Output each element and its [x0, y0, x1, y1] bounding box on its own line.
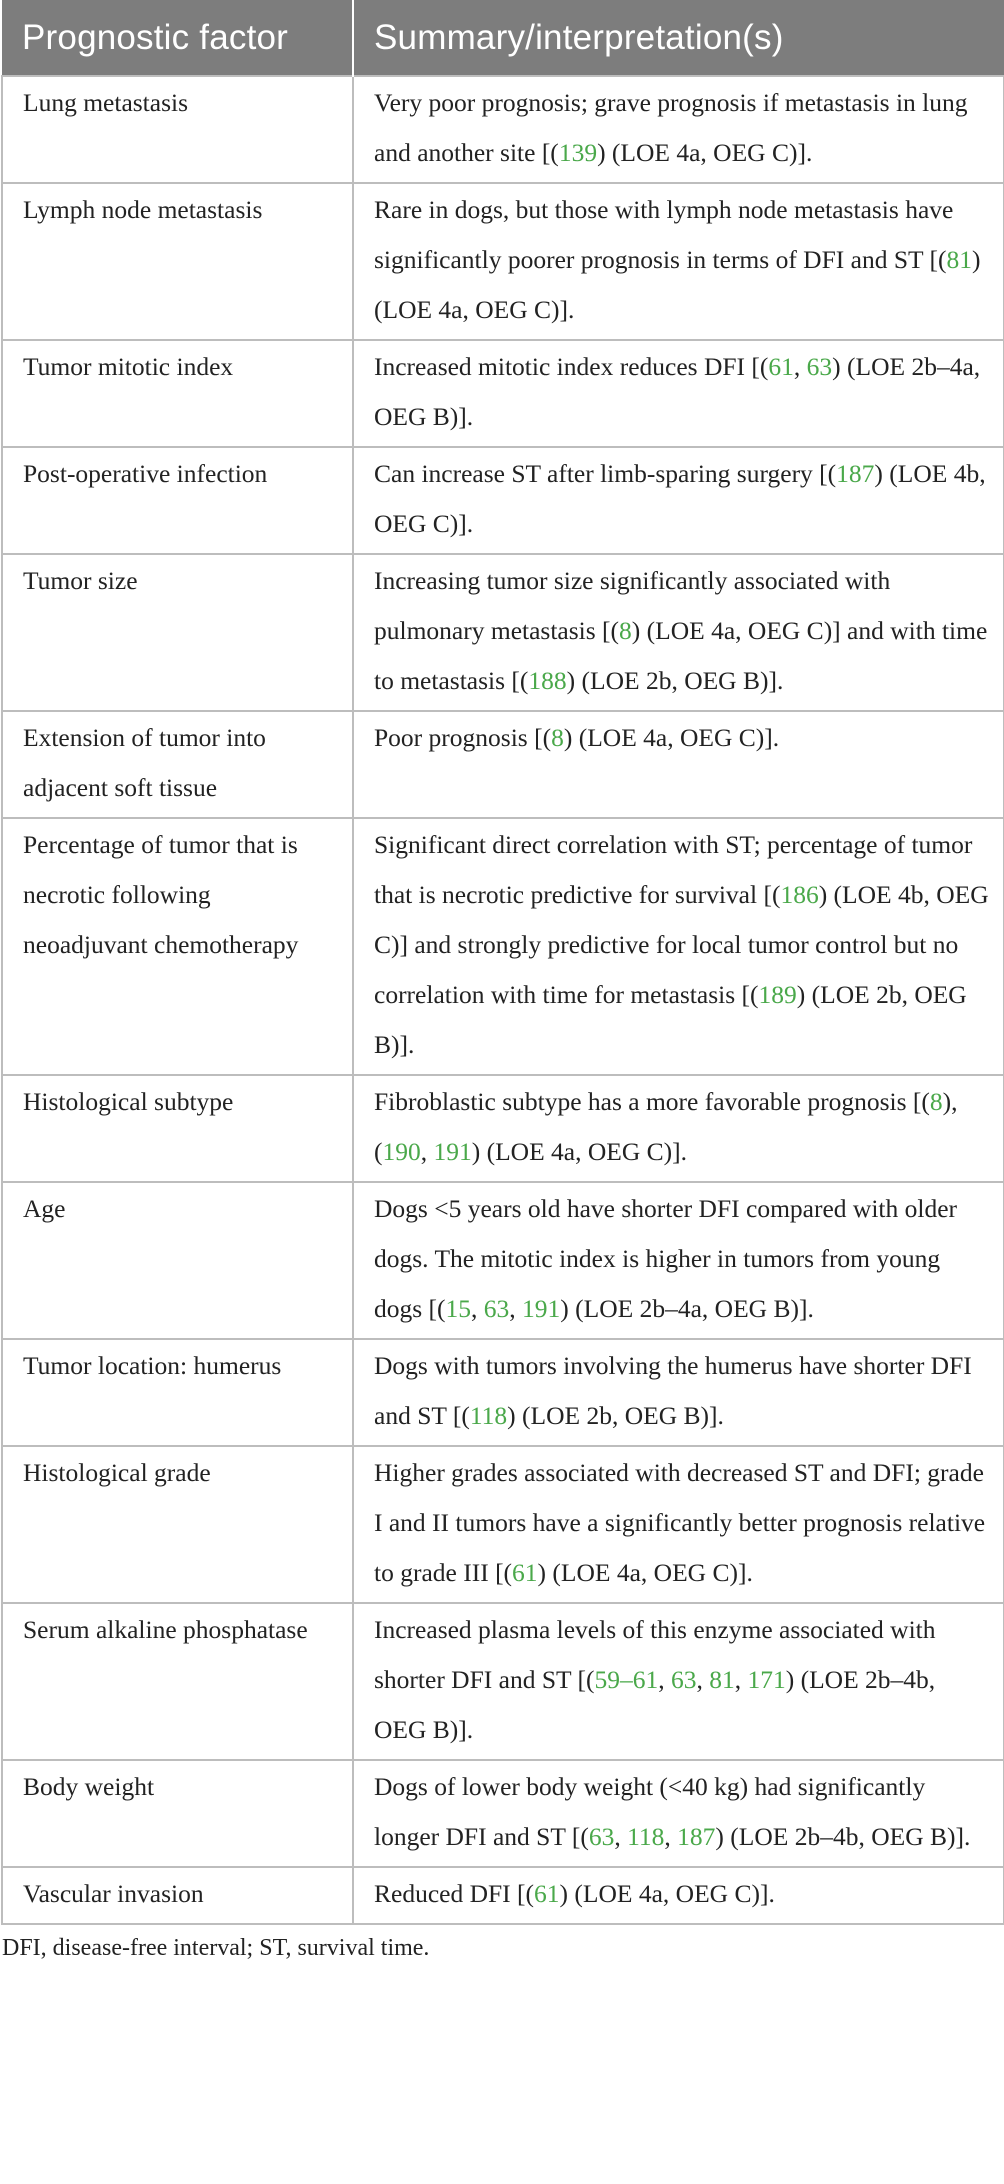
- summary-text: ) (LOE 4a, OEG C)] and with time to metastasis [(: [374, 616, 988, 695]
- summary-text: ,: [658, 1665, 671, 1694]
- summary-text: ,: [664, 1822, 678, 1851]
- summary-text: ) (LOE 2b, OEG B)].: [566, 666, 784, 695]
- summary-cell: [353, 1760, 1004, 1867]
- summary-text: ) (LOE 2b, OEG B)].: [507, 1401, 724, 1430]
- summary-text: ) (LOE 2b–4b, OEG B)].: [715, 1822, 971, 1851]
- prognostic-factor-cell: Post-operative infection: [2, 447, 353, 554]
- reference-link[interactable]: 139: [558, 138, 598, 167]
- summary-text: Poor prognosis [(: [374, 723, 552, 752]
- table-row: [2, 1339, 1004, 1446]
- summary-cell: [353, 554, 1004, 711]
- header-prognostic-factor: Prognostic factor: [2, 0, 353, 76]
- prognostic-factor-cell: Tumor location: humerus: [2, 1339, 353, 1446]
- summary-text: ) (LOE 4a, OEG C)].: [471, 1137, 688, 1166]
- summary-cell: [353, 1075, 1004, 1182]
- summary-text: Reduced DFI [(: [374, 1879, 535, 1908]
- summary-text: ) (LOE 2b–4a, OEG B)].: [560, 1294, 814, 1323]
- summary-text: Increasing tumor size significantly associated with pulmonary metastasis [(: [374, 566, 891, 645]
- summary-text: ), (: [374, 1087, 958, 1166]
- reference-link[interactable]: 171: [747, 1665, 786, 1694]
- table-body: [2, 76, 1004, 1924]
- reference-link[interactable]: 61: [512, 1558, 538, 1587]
- summary-text: ) (LOE 4a, OEG C)].: [559, 1879, 775, 1908]
- reference-link[interactable]: 61: [534, 1879, 560, 1908]
- reference-link[interactable]: 191: [433, 1137, 472, 1166]
- reference-link[interactable]: 8: [551, 723, 564, 752]
- summary-cell: [353, 447, 1004, 554]
- table-row: [2, 340, 1004, 447]
- table-row: [2, 554, 1004, 711]
- summary-text: Higher grades associated with decreased ST and DFI; grade I and II tumors have a significantly better prognosis relative to grade III [(: [374, 1458, 986, 1587]
- reference-link[interactable]: 63: [483, 1294, 510, 1323]
- summary-text: ) (LOE 2b–4a, OEG B)].: [374, 352, 981, 431]
- table-row: [2, 1867, 1004, 1924]
- table-row: [2, 1760, 1004, 1867]
- reference-link[interactable]: 8: [929, 1087, 943, 1116]
- summary-text: Dogs <5 years old have shorter DFI compared with older dogs. The mitotic index is higher in tumors from young dogs [(: [374, 1194, 958, 1323]
- reference-link[interactable]: 15: [445, 1294, 472, 1323]
- summary-text: Rare in dogs, but those with lymph node metastasis have significantly poorer prognosis in terms of DFI and ST [(: [374, 195, 954, 274]
- summary-text: ,: [471, 1294, 484, 1323]
- summary-text: ) (LOE 4a, OEG C)].: [374, 245, 981, 324]
- prognostic-factor-cell: Histological subtype: [2, 1075, 353, 1182]
- summary-text: ,: [734, 1665, 748, 1694]
- summary-text: ) (LOE 4a, OEG C)].: [597, 138, 813, 167]
- prognostic-factor-cell: Body weight: [2, 1760, 353, 1867]
- summary-text: Dogs with tumors involving the humerus have shorter DFI and ST [(: [374, 1351, 972, 1430]
- summary-text: Fibroblastic subtype has a more favorable prognosis [(: [374, 1087, 930, 1116]
- table-footnote: DFI, disease-free interval; ST, survival time.: [2, 1935, 430, 1961]
- reference-link[interactable]: 191: [522, 1294, 561, 1323]
- prognostic-factor-cell: Tumor size: [2, 554, 353, 711]
- table-row: [2, 1603, 1004, 1760]
- summary-text: ,: [696, 1665, 710, 1694]
- table-row: [2, 1075, 1004, 1182]
- summary-text: ,: [793, 352, 807, 381]
- summary-text: Significant direct correlation with ST; percentage of tumor that is necrotic predictive for survival [(: [374, 830, 973, 909]
- summary-cell: [353, 1446, 1004, 1603]
- reference-link[interactable]: 118: [469, 1401, 508, 1430]
- summary-text: ) (LOE 4b, OEG C)].: [374, 459, 986, 538]
- summary-cell: [353, 183, 1004, 340]
- reference-link[interactable]: 63: [588, 1822, 615, 1851]
- prognostic-factor-cell: Vascular invasion: [2, 1867, 353, 1924]
- table-row: [2, 76, 1004, 183]
- summary-cell: [353, 76, 1004, 183]
- summary-text: Increased plasma levels of this enzyme associated with shorter DFI and ST [(: [374, 1615, 936, 1694]
- summary-text: ) (LOE 4a, OEG C)].: [563, 723, 780, 752]
- reference-link[interactable]: 61: [768, 352, 794, 381]
- table-row: [2, 818, 1004, 1075]
- summary-cell: [353, 1339, 1004, 1446]
- summary-text: ,: [509, 1294, 523, 1323]
- prognostic-factor-cell: Lung metastasis: [2, 76, 353, 183]
- reference-link[interactable]: 187: [677, 1822, 716, 1851]
- prognostic-factors-table: [1, 0, 1004, 1925]
- reference-link[interactable]: 189: [758, 980, 797, 1009]
- prognostic-factor-cell: Extension of tumor into adjacent soft tissue: [2, 711, 353, 818]
- table-header: [2, 0, 1004, 76]
- summary-text: ) (LOE 4a, OEG C)].: [537, 1558, 753, 1587]
- reference-link[interactable]: 63: [806, 352, 833, 381]
- reference-link[interactable]: 8: [619, 616, 632, 645]
- summary-text: ) (LOE 2b, OEG B)].: [374, 980, 967, 1059]
- prognostic-factor-cell: Tumor mitotic index: [2, 340, 353, 447]
- summary-text: ) (LOE 4b, OEG C)] and strongly predictive for local tumor control but no correlation with time for metastasis [(: [374, 880, 989, 1009]
- summary-text: ,: [614, 1822, 628, 1851]
- table-row: [2, 711, 1004, 818]
- header-row: [2, 0, 1004, 76]
- summary-text: Can increase ST after limb-sparing surgery [(: [374, 459, 837, 488]
- reference-link[interactable]: 187: [836, 459, 875, 488]
- reference-link[interactable]: 186: [780, 880, 819, 909]
- prognostic-factor-cell: Age: [2, 1182, 353, 1339]
- summary-text: Dogs of lower body weight (<40 kg) had significantly longer DFI and ST [(: [374, 1772, 926, 1851]
- summary-cell: [353, 1867, 1004, 1924]
- summary-cell: [353, 1182, 1004, 1339]
- table-row: [2, 1446, 1004, 1603]
- summary-text: ) (LOE 2b–4b, OEG B)].: [374, 1665, 936, 1744]
- table-row: [2, 1182, 1004, 1339]
- reference-link[interactable]: 188: [528, 666, 567, 695]
- reference-link[interactable]: 118: [627, 1822, 665, 1851]
- summary-cell: [353, 340, 1004, 447]
- summary-text: ,: [420, 1137, 434, 1166]
- prognostic-factor-cell: Percentage of tumor that is necrotic following neoadjuvant chemotherapy: [2, 818, 353, 1075]
- prognostic-factor-cell: Lymph node metastasis: [2, 183, 353, 340]
- reference-link[interactable]: 59–61: [594, 1665, 659, 1694]
- summary-cell: [353, 818, 1004, 1075]
- table-row: [2, 447, 1004, 554]
- summary-text: Very poor prognosis; grave prognosis if metastasis in lung and another site [(: [374, 88, 968, 167]
- reference-link[interactable]: 63: [671, 1665, 697, 1694]
- table-row: [2, 183, 1004, 340]
- reference-link[interactable]: 81: [946, 245, 972, 274]
- prognostic-factor-cell: Histological grade: [2, 1446, 353, 1603]
- header-summary: Summary/interpretation(s): [353, 0, 1004, 76]
- prognostic-factor-cell: Serum alkaline phosphatase: [2, 1603, 353, 1760]
- summary-cell: [353, 1603, 1004, 1760]
- reference-link[interactable]: 81: [709, 1665, 735, 1694]
- summary-cell: [353, 711, 1004, 818]
- summary-text: Increased mitotic index reduces DFI [(: [374, 352, 769, 381]
- reference-link[interactable]: 190: [382, 1137, 421, 1166]
